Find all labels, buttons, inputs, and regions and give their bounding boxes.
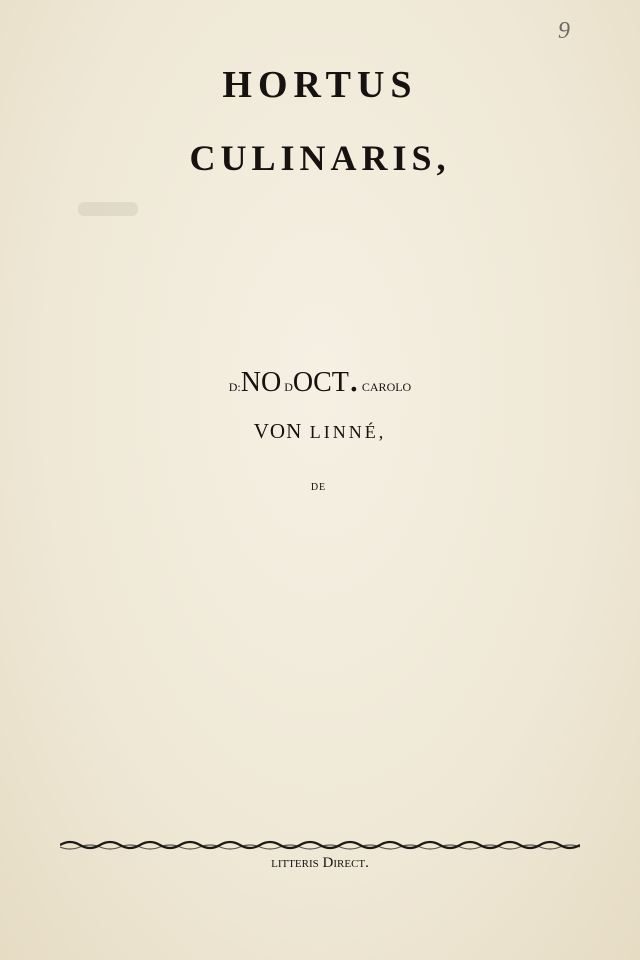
dno-rest: no: [240, 355, 282, 400]
de-word: de: [310, 479, 327, 494]
ornamental-rule: [60, 838, 580, 852]
praeses-surname-line: [0, 414, 640, 444]
page-number: 9: [558, 18, 570, 44]
carolo-word: CAROLO: [361, 380, 412, 394]
von-word: von: [253, 412, 303, 445]
title-line-2: CULINARIS,: [189, 138, 451, 178]
doct-initial: D: [284, 380, 293, 394]
litteris-words: litteris Direct.: [271, 855, 369, 871]
praeses-name-line: [0, 355, 640, 400]
imprint-line: [0, 856, 640, 871]
title-line-1: HORTUS: [222, 64, 418, 106]
doct-rest: oct.: [292, 355, 359, 400]
dno-initial: D:: [228, 380, 241, 394]
linne-word: LINNÉ,: [309, 422, 387, 442]
ink-bleed-mark: [78, 202, 138, 216]
equit-line: [0, 480, 640, 494]
